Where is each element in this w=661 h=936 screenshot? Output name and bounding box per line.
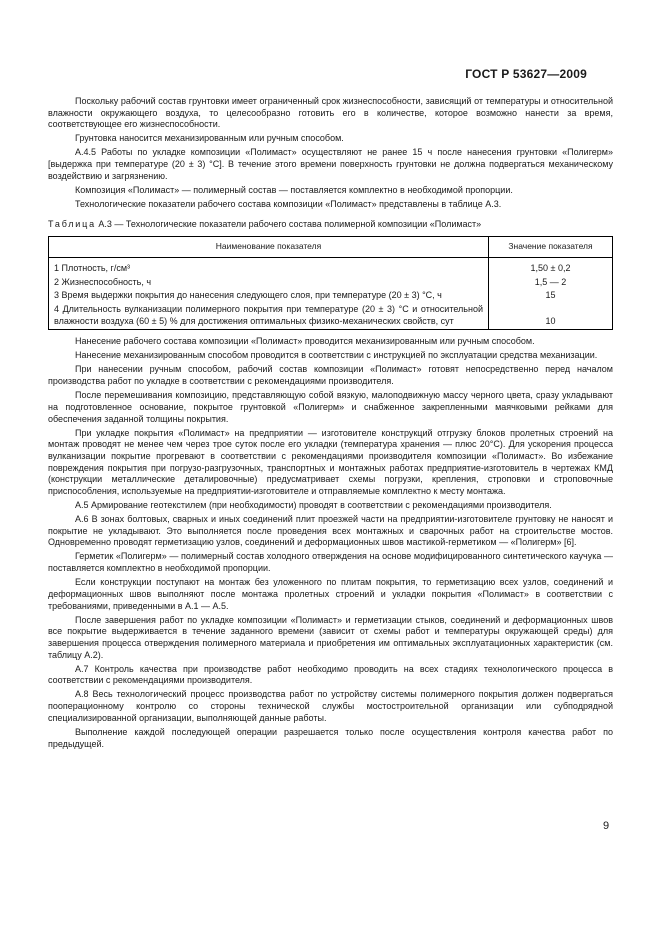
paragraph: Композиция «Полимаст» — полимерный состав — поставляется комплектно в необходимой пропорции. <box>75 184 513 195</box>
paragraph: А.4.5 Работы по укладке композиции «Полимаст» осуществляют не ранее 15 ч после нанесения грунтовки «Полигерм» [выдержка при температуре (20 ± 3) °С]. В течение этого времени поверхность грунтовки не должна подвергаться механическому воздействию и загрязнению. <box>48 147 613 181</box>
paragraph: После завершения работ по укладке композиции «Полимаст» и герметизации стыков, соединений и деформационных швов все покрытие выдерживается в течение заданного времени (зависит от схемы работ и температуры окружающей среды) для завершения процесса отверждения полимерного материала и приобретения им оптимальных эксплуатационных характеристик (см. таблицу А.2). <box>48 614 613 660</box>
paragraph: Выполнение каждой последующей операции разрешается только после осуществления контроля качества работ по предыдущей. <box>48 726 613 749</box>
table-caption-label: Таблица <box>48 218 96 229</box>
row-value: 10 <box>489 303 613 330</box>
paragraph: Нанесение рабочего состава композиции «Полимаст» проводится механизированным или ручным способом. <box>75 336 535 347</box>
table-row <box>49 257 613 275</box>
column-header-name: Наименование показателя <box>49 237 489 258</box>
paragraph: Если конструкции поступают на монтаж без уложенного по плитам покрытия, то герметизацию всех узлов, соединений и деформационных швов выполняют после монтажа пролетных строений и укладки покрытия «Полимаст» в соответствии с требованиями, приведенными в А.1 — А.5. <box>48 577 613 611</box>
row-value: 1,50 ± 0,2 <box>489 257 613 275</box>
table-row <box>49 276 613 290</box>
page-number: 9 <box>603 820 610 832</box>
paragraph: После перемешивания композицию, представляющую собой вязкую, малоподвижную массу черного цвета, сразу укладывают на подготовленное основание, покрытое грунтовкой «Полигерм» и снабженное закрепленными маячковыми рейками для обеспечения заданной толщины покрытия. <box>48 390 613 424</box>
paragraph: А.7 Контроль качества при производстве работ необходимо проводить на всех стадиях технологического процесса в соответствии с рекомендациями производителя. <box>48 663 613 686</box>
row-value: 15 <box>489 289 613 303</box>
table-header-row <box>49 237 613 258</box>
paragraph: А.8 Весь технологический процесс производства работ по устройству системы полимерного покрытия должен подвергаться пооперационному контролю со стороны технической службы мостостроительной организации или субподрядной специализированной организации, выполняющей данные работы. <box>48 689 613 723</box>
indicators-table <box>48 236 613 330</box>
page-body <box>48 96 613 753</box>
row-name: 3 Время выдержки покрытия до нанесения следующего слоя, при температуре (20 ± 3) °С, ч <box>49 289 489 303</box>
row-name: 1 Плотность, г/см³ <box>49 257 489 275</box>
paragraph: При нанесении ручным способом, рабочий состав композиции «Полимаст» готовят непосредственно перед началом производства работ по укладке в соответствии с рекомендациями производителя. <box>48 364 613 387</box>
table-row <box>49 303 613 330</box>
paragraph: А.5 Армирование геотекстилем (при необходимости) проводят в соответствии с рекомендациями производителя. <box>75 500 552 511</box>
column-header-value: Значение показателя <box>489 237 613 258</box>
paragraph: Грунтовка наносится механизированным или ручным способом. <box>75 133 344 144</box>
document-code: ГОСТ Р 53627—2009 <box>465 67 587 81</box>
row-name: 4 Длительность вулканизации полимерного покрытия при температуре (20 ± 3) °С и относительной влажности воздуха (60 ± 5) % для достижения оптимальных физико-механических свойств, сут <box>49 303 489 330</box>
row-name: 2 Жизнеспособность, ч <box>49 276 489 290</box>
paragraph: Герметик «Полигерм» — полимерный состав холодного отверждения на основе модифицированного синтетического каучука — поставляется комплектно в необходимой пропорции. <box>48 551 613 574</box>
paragraph: Технологические показатели рабочего состава композиции «Полимаст» представлены в таблице А.3. <box>75 198 502 209</box>
paragraph: Поскольку рабочий состав грунтовки имеет ограниченный срок жизнеспособности, зависящий от температуры и относительной влажности окружающего воздуха, то целесообразно готовить его в количестве, которое возможно нанести за время, соответствующее его жизнеспособности. <box>48 96 613 130</box>
paragraph: При укладке покрытия «Полимаст» на предприятии — изготовителе конструкций отгрузку блоков пролетных строений на монтаж проводят не менее чем через трое суток после его укладки (температура хранения — плюс 20°С). Для ускорения процесса вулканизации покрытие прогревают в соответствии с рекомендациями производителя композиции «Полимаст». Во избежание повреждения покрытия при погрузо-разгрузочных, транспортных и монтажных работах предприятие-изготовитель в чертежах КМД (конструкции металлические деталировочные) предусматривает схемы погрузки, крепления, строповки и строповочные приспособления, используемые на предприятии-изготовителе и отправляемые комплектно к месту монтажа. <box>48 427 613 497</box>
paragraph: А.6 В зонах болтовых, сварных и иных соединений плит проезжей части на предприятии-изготовителе грунтовку не наносят и покрытие не укладывают. Это выполняется после проведения всех монтажных и сварочных работ на строительстве мостов. Одновременно проводят герметизацию узлов, соединений и деформационных швов мастикой-герметиком — «Полигерм» [6]. <box>48 514 613 548</box>
row-value: 1,5 — 2 <box>489 276 613 290</box>
paragraph: Нанесение механизированным способом проводится в соответствии с инструкцией по эксплуатации средства механизации. <box>75 350 598 361</box>
table-caption-text: А.3 — Технологические показатели рабочего состава полимерной композиции «Полимаст» <box>95 218 482 229</box>
table-row <box>49 289 613 303</box>
table-caption <box>48 219 613 231</box>
